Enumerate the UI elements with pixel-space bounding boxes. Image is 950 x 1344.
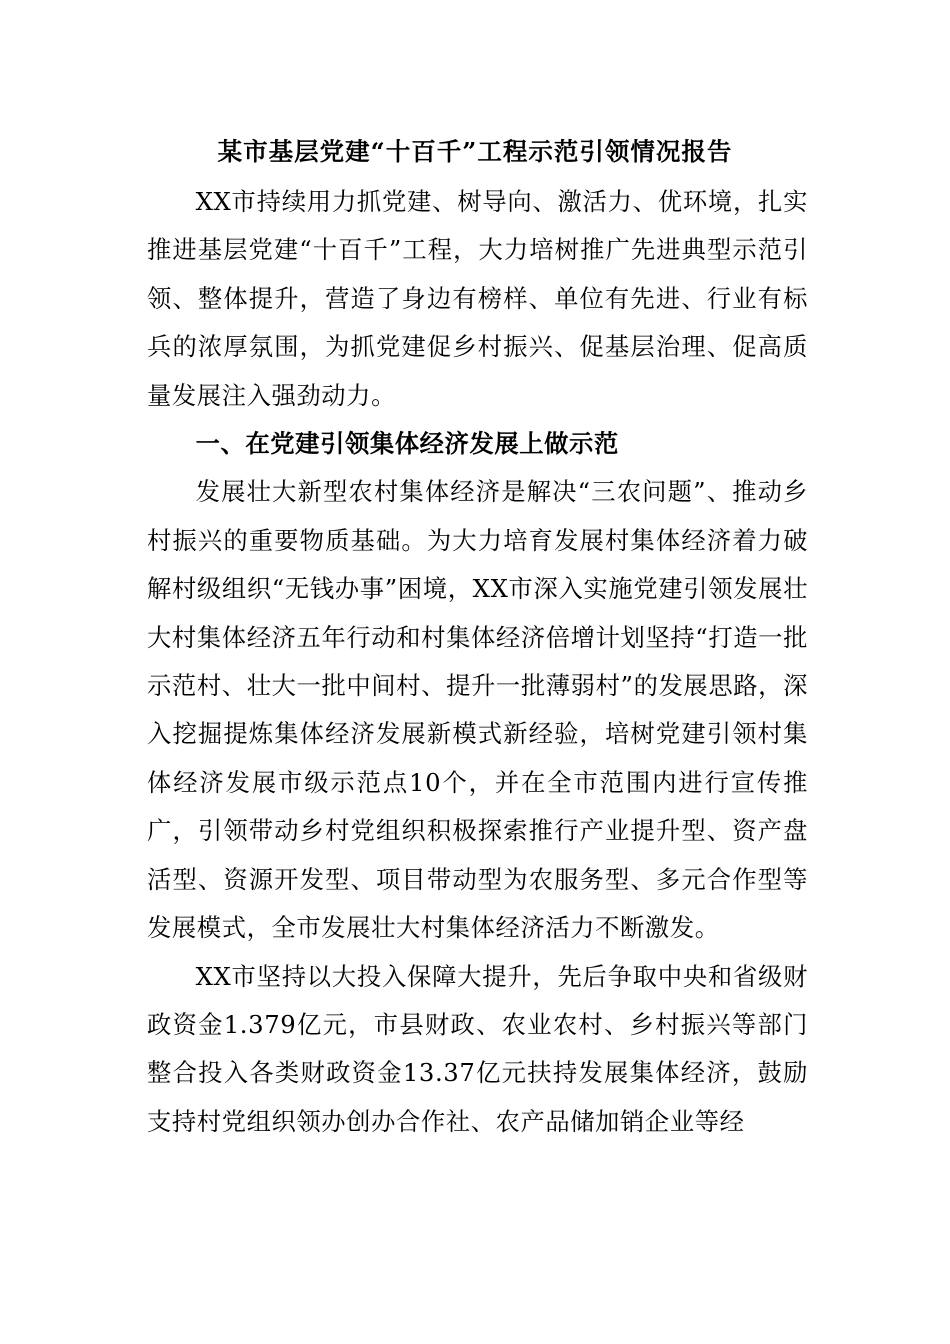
document-body [147, 178, 808, 1146]
section-paragraph-2: XX市坚持以大投入保障大提升，先后争取中央和省级财政资金1.379亿元，市县财政、农业农村、乡村振兴等部门整合投入各类财政资金13.37亿元扶持发展集体经济，鼓励支持村党组织领办创办合作社、农产品储加销企业等经 [147, 961, 808, 1136]
section-paragraph-1: 发展壮大新型农村集体经济是解决“三农问题”、推动乡村振兴的重要物质基础。为大力培育发展村集体经济着力破解村级组织“无钱办事”困境，XX市深入实施党建引领发展壮大村集体经济五年行动和村集体经济倍增计划坚持“打造一批示范村、壮大一批中间村、提升一批薄弱村”的发展思路，深入挖掘提炼集体经济发展新模式新经验，培树党建引领村集体经济发展市级示范点10个，并在全市范围内进行宣传推广，引领带动乡村党组织积极探索推行产业提升型、资产盘活型、资源开发型、项目带动型为农服务型、多元合作型等发展模式，全市发展壮大村集体经济活力不断激发。 [147, 477, 808, 943]
intro-paragraph: XX市持续用力抓党建、树导向、激活力、优环境，扎实推进基层党建“十百千”工程，大力培树推广先进典型示范引领、整体提升，营造了身边有榜样、单位有先进、行业有标兵的浓厚氛围，为抓党建促乡村振兴、促基层治理、促高质量发展注入强劲动力。 [147, 187, 808, 410]
section-heading: 一、在党建引领集体经济发展上做示范 [195, 429, 619, 459]
document-title: 某市基层党建“十百千”工程示范引领情况报告 [217, 137, 733, 166]
